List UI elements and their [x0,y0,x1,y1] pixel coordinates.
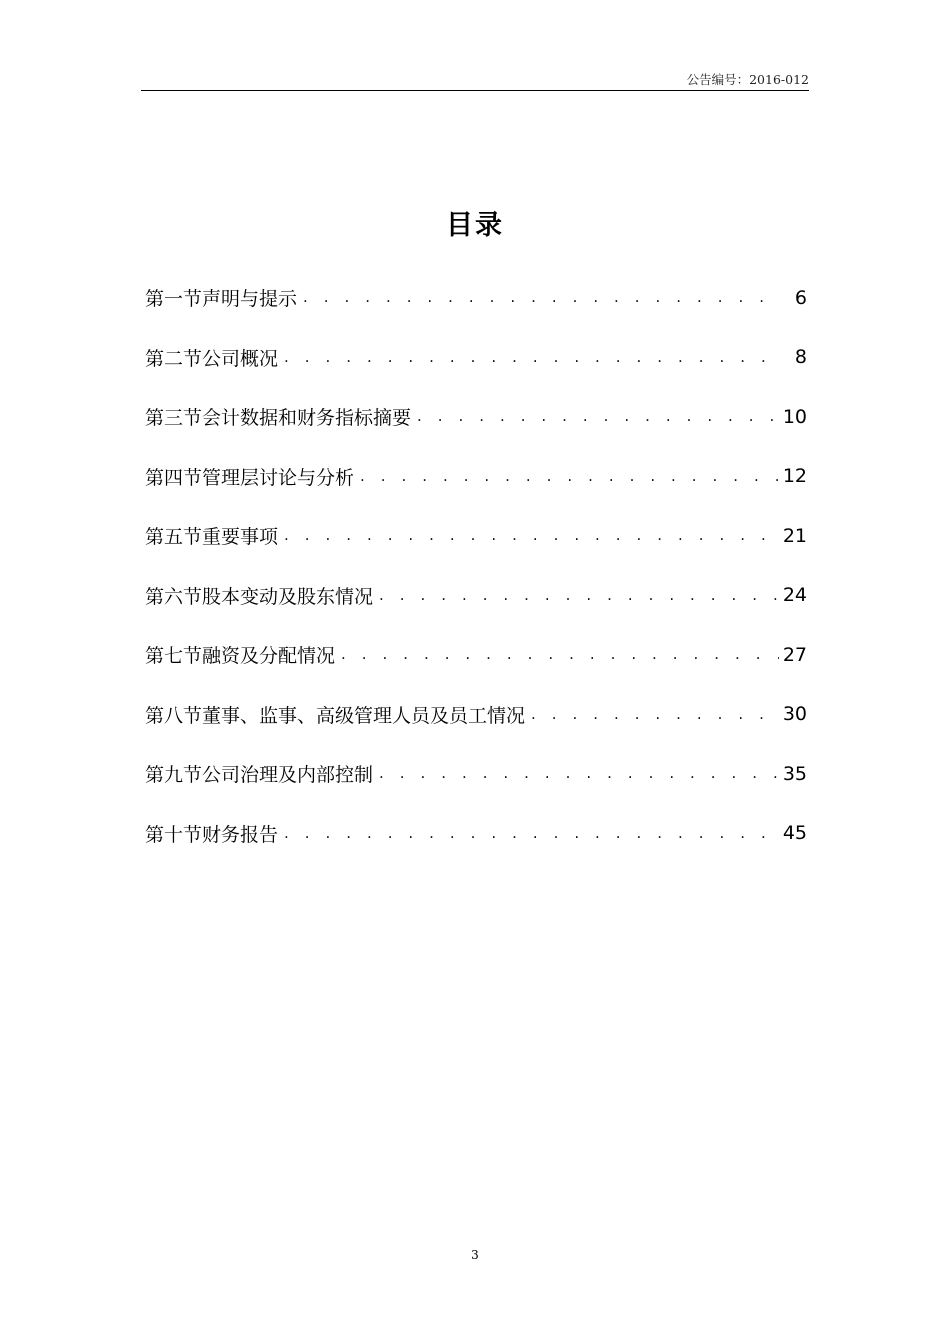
toc-item[interactable] [145,387,807,447]
toc-dot-leader [360,467,779,486]
toc-item-label: 第五节重要事项 [145,526,279,549]
toc-item[interactable] [145,804,807,864]
announcement-number: 公告编号：2016-012 [686,72,809,87]
toc-item[interactable] [145,506,807,566]
toc-item[interactable] [145,566,807,626]
toc-item[interactable] [145,447,807,507]
toc-item-page: 30 [782,703,807,726]
toc-item-page: 27 [782,643,807,666]
toc-dot-leader [303,288,781,307]
toc-dot-leader [341,645,779,664]
toc-item-page: 6 [794,286,807,309]
toc-item-page: 8 [794,346,807,369]
toc-item-page: 35 [782,762,807,785]
toc-dot-leader [284,824,779,843]
toc-item[interactable] [145,744,807,804]
toc-item-label: 第四节管理层讨论与分析 [145,466,355,489]
toc-item[interactable] [145,685,807,745]
table-of-contents [145,268,807,863]
toc-item-label: 第二节公司概况 [145,347,279,370]
toc-dot-leader [531,705,779,724]
toc-item-label: 第三节会计数据和财务指标摘要 [145,407,412,430]
toc-dot-leader [417,407,779,426]
toc-item-label: 第九节公司治理及内部控制 [145,764,374,787]
toc-item-page: 10 [782,405,807,428]
toc-item-label: 第一节声明与提示 [145,288,298,311]
toc-item[interactable] [145,268,807,328]
toc-item-label: 第十节财务报告 [145,823,279,846]
page-header [141,60,809,91]
toc-item-label: 第八节董事、监事、高级管理人员及员工情况 [145,704,526,727]
toc-item[interactable] [145,625,807,685]
toc-item-page: 45 [782,822,807,845]
toc-dot-leader [379,764,779,783]
toc-item-label: 第六节股本变动及股东情况 [145,585,374,608]
toc-item[interactable] [145,328,807,388]
toc-dot-leader [284,348,781,367]
toc-item-page: 21 [782,524,807,547]
toc-dot-leader [379,586,779,605]
toc-dot-leader [284,526,779,545]
page-title: 目录 [446,210,504,241]
page-number: 3 [471,1248,479,1262]
toc-item-page: 12 [782,465,807,488]
toc-item-label: 第七节融资及分配情况 [145,645,336,668]
toc-item-page: 24 [782,584,807,607]
